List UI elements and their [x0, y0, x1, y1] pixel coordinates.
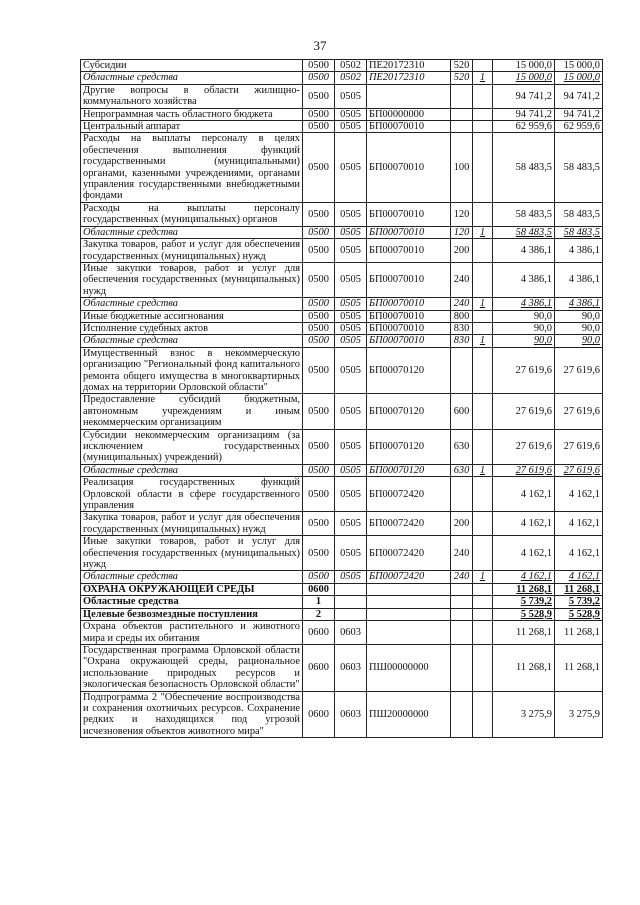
section-code-cell: 0500 — [303, 108, 335, 120]
subsection-code-cell: 0505 — [335, 239, 367, 263]
expense-type-cell: 240 — [451, 571, 473, 583]
expense-type-cell: 200 — [451, 512, 473, 536]
table-row — [81, 262, 603, 297]
target-article-cell: БП00070010 — [367, 202, 451, 226]
funding-source-cell — [473, 608, 493, 620]
target-article-cell: БП00072420 — [367, 477, 451, 512]
section-code-cell: 0500 — [303, 335, 335, 347]
subsection-code-cell: 0505 — [335, 429, 367, 464]
amount-2-cell: 90,0 — [555, 310, 603, 322]
section-code-cell: 0600 — [303, 691, 335, 738]
subsection-code-cell: 0505 — [335, 310, 367, 322]
expense-type-cell — [451, 596, 473, 608]
funding-source-cell — [473, 84, 493, 108]
row-name-cell: Центральный аппарат — [81, 121, 303, 133]
row-name-cell: Непрограммная часть областного бюджета — [81, 108, 303, 120]
row-name-cell: Иные закупки товаров, работ и услуг для обеспечения государственных (муниципальных) нужд — [81, 536, 303, 571]
budget-table — [80, 59, 603, 738]
expense-type-cell: 200 — [451, 239, 473, 263]
amount-1-cell: 27 619,6 — [493, 464, 555, 476]
row-name-cell: Закупка товаров, работ и услуг для обеспечения государственных (муниципальных) нужд — [81, 239, 303, 263]
funding-source-cell — [473, 108, 493, 120]
amount-2-cell: 4 162,1 — [555, 571, 603, 583]
section-code-cell: 0500 — [303, 60, 335, 72]
funding-source-cell — [473, 133, 493, 202]
funding-source-cell — [473, 262, 493, 297]
subsection-code-cell: 0505 — [335, 464, 367, 476]
section-code-cell: 0500 — [303, 464, 335, 476]
section-code-cell: 0500 — [303, 133, 335, 202]
target-article-cell: ПШ20000000 — [367, 691, 451, 738]
section-code-cell: 0500 — [303, 536, 335, 571]
target-article-cell: БП00070010 — [367, 121, 451, 133]
funding-source-cell: 1 — [473, 226, 493, 238]
section-code-cell: 0500 — [303, 347, 335, 394]
table-row — [81, 108, 603, 120]
row-name-cell: Областные средства — [81, 571, 303, 583]
amount-2-cell: 27 619,6 — [555, 394, 603, 429]
expense-type-cell: 240 — [451, 262, 473, 297]
funding-source-cell — [473, 536, 493, 571]
row-name-cell: Расходы на выплаты персоналу государственных (муниципальных) органов — [81, 202, 303, 226]
target-article-cell: БП00072420 — [367, 571, 451, 583]
table-row — [81, 691, 603, 738]
row-name-cell: Областные средства — [81, 226, 303, 238]
row-name-cell: Государственная программа Орловской области "Охрана окружающей среды, рациональное использование природных ресурсов и экологическая безопасность Орловской области" — [81, 644, 303, 691]
table-row — [81, 429, 603, 464]
expense-type-cell: 830 — [451, 322, 473, 334]
subsection-code-cell: 0505 — [335, 335, 367, 347]
section-code-cell: 0600 — [303, 644, 335, 691]
table-row — [81, 335, 603, 347]
subsection-code-cell: 0505 — [335, 226, 367, 238]
table-row — [81, 644, 603, 691]
amount-1-cell: 11 268,1 — [493, 644, 555, 691]
target-article-cell: БП00070010 — [367, 262, 451, 297]
section-code-cell: 1 — [303, 596, 335, 608]
amount-2-cell: 4 162,1 — [555, 512, 603, 536]
table-row — [81, 512, 603, 536]
table-row — [81, 583, 603, 595]
expense-type-cell: 830 — [451, 335, 473, 347]
target-article-cell: БП00070120 — [367, 394, 451, 429]
amount-2-cell: 11 268,1 — [555, 644, 603, 691]
section-code-cell: 0500 — [303, 394, 335, 429]
subsection-code-cell: 0505 — [335, 121, 367, 133]
table-row — [81, 536, 603, 571]
target-article-cell: БП00000000 — [367, 108, 451, 120]
row-name-cell: Имущественный взнос в некоммерческую организацию "Региональный фонд капитального ремонта общего имущества в многоквартирных домах на территории Орловской области" — [81, 347, 303, 394]
row-name-cell: Охрана объектов растительного и животного мира и среды их обитания — [81, 621, 303, 645]
row-name-cell: Областные средства — [81, 335, 303, 347]
table-row — [81, 596, 603, 608]
table-row — [81, 322, 603, 334]
target-article-cell: БП00070010 — [367, 239, 451, 263]
expense-type-cell — [451, 644, 473, 691]
amount-2-cell: 15 000,0 — [555, 60, 603, 72]
amount-2-cell: 15 000,0 — [555, 72, 603, 84]
funding-source-cell — [473, 202, 493, 226]
target-article-cell — [367, 84, 451, 108]
target-article-cell — [367, 608, 451, 620]
target-article-cell: БП00070120 — [367, 347, 451, 394]
target-article-cell: БП00070010 — [367, 298, 451, 310]
table-row — [81, 310, 603, 322]
subsection-code-cell: 0505 — [335, 202, 367, 226]
amount-1-cell: 27 619,6 — [493, 429, 555, 464]
section-code-cell: 0500 — [303, 72, 335, 84]
table-row — [81, 464, 603, 476]
section-code-cell: 0500 — [303, 239, 335, 263]
subsection-code-cell: 0505 — [335, 133, 367, 202]
table-row — [81, 60, 603, 72]
funding-source-cell — [473, 322, 493, 334]
funding-source-cell — [473, 477, 493, 512]
subsection-code-cell: 0505 — [335, 322, 367, 334]
amount-1-cell: 27 619,6 — [493, 394, 555, 429]
section-code-cell: 0500 — [303, 298, 335, 310]
row-name-cell: Закупка товаров, работ и услуг для обеспечения государственных (муниципальных) нужд — [81, 512, 303, 536]
subsection-code-cell: 0505 — [335, 108, 367, 120]
expense-type-cell — [451, 621, 473, 645]
amount-1-cell: 4 162,1 — [493, 571, 555, 583]
expense-type-cell — [451, 691, 473, 738]
section-code-cell: 0500 — [303, 262, 335, 297]
section-code-cell: 0500 — [303, 226, 335, 238]
funding-source-cell — [473, 644, 493, 691]
amount-1-cell: 90,0 — [493, 335, 555, 347]
table-row — [81, 72, 603, 84]
section-code-cell: 0500 — [303, 121, 335, 133]
target-article-cell: БП00070010 — [367, 310, 451, 322]
subsection-code-cell: 0603 — [335, 644, 367, 691]
row-name-cell: Другие вопросы в области жилищно-коммунального хозяйства — [81, 84, 303, 108]
section-code-cell: 0500 — [303, 477, 335, 512]
target-article-cell: БП00070010 — [367, 133, 451, 202]
section-code-cell: 0500 — [303, 202, 335, 226]
amount-1-cell: 5 739,2 — [493, 596, 555, 608]
funding-source-cell — [473, 121, 493, 133]
subsection-code-cell — [335, 583, 367, 595]
row-name-cell: ОХРАНА ОКРУЖАЮЩЕЙ СРЕДЫ — [81, 583, 303, 595]
amount-1-cell: 4 386,1 — [493, 262, 555, 297]
expense-type-cell — [451, 347, 473, 394]
budget-table-body — [81, 60, 603, 738]
subsection-code-cell — [335, 608, 367, 620]
target-article-cell: ПЕ20172310 — [367, 60, 451, 72]
funding-source-cell — [473, 512, 493, 536]
subsection-code-cell: 0505 — [335, 347, 367, 394]
amount-1-cell: 62 959,6 — [493, 121, 555, 133]
target-article-cell: БП00070010 — [367, 226, 451, 238]
amount-2-cell: 4 386,1 — [555, 239, 603, 263]
table-row — [81, 133, 603, 202]
amount-1-cell: 58 483,5 — [493, 226, 555, 238]
funding-source-cell — [473, 583, 493, 595]
amount-1-cell: 11 268,1 — [493, 621, 555, 645]
amount-1-cell: 11 268,1 — [493, 583, 555, 595]
table-row — [81, 239, 603, 263]
section-code-cell: 0500 — [303, 571, 335, 583]
table-row — [81, 84, 603, 108]
row-name-cell: Подпрограмма 2 "Обеспечение воспроизводства и сохранения охотничьих ресурсов. Сохранение редких и находящихся под угрозой исчезновения объектов животного мира" — [81, 691, 303, 738]
row-name-cell: Субсидии — [81, 60, 303, 72]
target-article-cell: БП00072420 — [367, 512, 451, 536]
amount-1-cell: 90,0 — [493, 322, 555, 334]
section-code-cell: 0500 — [303, 322, 335, 334]
funding-source-cell: 1 — [473, 298, 493, 310]
expense-type-cell: 120 — [451, 226, 473, 238]
funding-source-cell: 1 — [473, 335, 493, 347]
amount-1-cell: 94 741,2 — [493, 108, 555, 120]
row-name-cell: Реализация государственных функций Орловской области в сфере государственного управления — [81, 477, 303, 512]
funding-source-cell: 1 — [473, 72, 493, 84]
amount-2-cell: 5 528,9 — [555, 608, 603, 620]
funding-source-cell — [473, 429, 493, 464]
table-row — [81, 298, 603, 310]
table-row — [81, 571, 603, 583]
amount-2-cell: 11 268,1 — [555, 621, 603, 645]
table-row — [81, 226, 603, 238]
amount-2-cell: 94 741,2 — [555, 84, 603, 108]
row-name-cell: Целевые безвозмездные поступления — [81, 608, 303, 620]
subsection-code-cell: 0505 — [335, 262, 367, 297]
section-code-cell: 0500 — [303, 310, 335, 322]
amount-2-cell: 58 483,5 — [555, 133, 603, 202]
amount-1-cell: 58 483,5 — [493, 202, 555, 226]
section-code-cell: 0600 — [303, 621, 335, 645]
row-name-cell: Областные средства — [81, 464, 303, 476]
amount-2-cell: 4 386,1 — [555, 298, 603, 310]
funding-source-cell — [473, 347, 493, 394]
amount-2-cell: 90,0 — [555, 335, 603, 347]
expense-type-cell: 120 — [451, 202, 473, 226]
target-article-cell: БП00070010 — [367, 322, 451, 334]
table-row — [81, 202, 603, 226]
section-code-cell: 2 — [303, 608, 335, 620]
row-name-cell: Предоставление субсидий бюджетным, автономным учреждениям и иным некоммерческим организациям — [81, 394, 303, 429]
subsection-code-cell: 0505 — [335, 536, 367, 571]
target-article-cell: БП00070120 — [367, 464, 451, 476]
amount-2-cell: 27 619,6 — [555, 347, 603, 394]
expense-type-cell: 520 — [451, 72, 473, 84]
row-name-cell: Иные закупки товаров, работ и услуг для обеспечения государственных (муниципальных) нужд — [81, 262, 303, 297]
amount-1-cell: 4 386,1 — [493, 239, 555, 263]
expense-type-cell — [451, 84, 473, 108]
section-code-cell: 0600 — [303, 583, 335, 595]
amount-1-cell: 94 741,2 — [493, 84, 555, 108]
amount-2-cell: 58 483,5 — [555, 202, 603, 226]
row-name-cell: Иные бюджетные ассигнования — [81, 310, 303, 322]
amount-2-cell: 5 739,2 — [555, 596, 603, 608]
table-row — [81, 394, 603, 429]
funding-source-cell — [473, 596, 493, 608]
target-article-cell — [367, 583, 451, 595]
target-article-cell: БП00072420 — [367, 536, 451, 571]
amount-1-cell: 5 528,9 — [493, 608, 555, 620]
amount-1-cell: 15 000,0 — [493, 60, 555, 72]
table-row — [81, 347, 603, 394]
expense-type-cell: 630 — [451, 464, 473, 476]
amount-2-cell: 4 162,1 — [555, 536, 603, 571]
subsection-code-cell: 0505 — [335, 394, 367, 429]
funding-source-cell: 1 — [473, 464, 493, 476]
amount-1-cell: 4 386,1 — [493, 298, 555, 310]
target-article-cell: БП00070120 — [367, 429, 451, 464]
amount-1-cell: 15 000,0 — [493, 72, 555, 84]
section-code-cell: 0500 — [303, 429, 335, 464]
subsection-code-cell: 0603 — [335, 691, 367, 738]
expense-type-cell: 520 — [451, 60, 473, 72]
subsection-code-cell: 0505 — [335, 298, 367, 310]
funding-source-cell: 1 — [473, 571, 493, 583]
amount-2-cell: 62 959,6 — [555, 121, 603, 133]
subsection-code-cell: 0505 — [335, 571, 367, 583]
amount-2-cell: 90,0 — [555, 322, 603, 334]
table-row — [81, 121, 603, 133]
expense-type-cell: 630 — [451, 429, 473, 464]
target-article-cell — [367, 621, 451, 645]
expense-type-cell: 240 — [451, 536, 473, 571]
table-row — [81, 477, 603, 512]
funding-source-cell — [473, 394, 493, 429]
amount-2-cell: 4 386,1 — [555, 262, 603, 297]
expense-type-cell — [451, 477, 473, 512]
subsection-code-cell — [335, 596, 367, 608]
amount-2-cell: 3 275,9 — [555, 691, 603, 738]
page-number: 37 — [313, 38, 327, 53]
amount-1-cell: 27 619,6 — [493, 347, 555, 394]
subsection-code-cell: 0505 — [335, 477, 367, 512]
funding-source-cell — [473, 60, 493, 72]
amount-2-cell: 11 268,1 — [555, 583, 603, 595]
section-code-cell: 0500 — [303, 84, 335, 108]
expense-type-cell — [451, 121, 473, 133]
amount-2-cell: 58 483,5 — [555, 226, 603, 238]
amount-2-cell: 94 741,2 — [555, 108, 603, 120]
expense-type-cell: 600 — [451, 394, 473, 429]
amount-1-cell: 90,0 — [493, 310, 555, 322]
subsection-code-cell: 0502 — [335, 72, 367, 84]
row-name-cell: Областные средства — [81, 596, 303, 608]
target-article-cell: ПШ00000000 — [367, 644, 451, 691]
expense-type-cell: 100 — [451, 133, 473, 202]
row-name-cell: Расходы на выплаты персоналу в целях обеспечения выполнения функций государственными (муниципальными) органами, казенными учреждениями, органами управления государственными внебюджетными фондами — [81, 133, 303, 202]
amount-2-cell: 27 619,6 — [555, 429, 603, 464]
amount-2-cell: 4 162,1 — [555, 477, 603, 512]
target-article-cell: ПЕ20172310 — [367, 72, 451, 84]
target-article-cell: БП00070010 — [367, 335, 451, 347]
amount-1-cell: 4 162,1 — [493, 512, 555, 536]
amount-1-cell: 3 275,9 — [493, 691, 555, 738]
row-name-cell: Субсидии некоммерческим организациям (за исключением государственных (муниципальных) учреждений) — [81, 429, 303, 464]
subsection-code-cell: 0603 — [335, 621, 367, 645]
section-code-cell: 0500 — [303, 512, 335, 536]
table-row — [81, 608, 603, 620]
expense-type-cell — [451, 583, 473, 595]
amount-1-cell: 4 162,1 — [493, 477, 555, 512]
funding-source-cell — [473, 310, 493, 322]
row-name-cell: Областные средства — [81, 298, 303, 310]
amount-1-cell: 4 162,1 — [493, 536, 555, 571]
subsection-code-cell: 0502 — [335, 60, 367, 72]
table-row — [81, 621, 603, 645]
funding-source-cell — [473, 691, 493, 738]
subsection-code-cell: 0505 — [335, 512, 367, 536]
expense-type-cell: 240 — [451, 298, 473, 310]
funding-source-cell — [473, 239, 493, 263]
row-name-cell: Исполнение судебных актов — [81, 322, 303, 334]
funding-source-cell — [473, 621, 493, 645]
subsection-code-cell: 0505 — [335, 84, 367, 108]
row-name-cell: Областные средства — [81, 72, 303, 84]
expense-type-cell — [451, 108, 473, 120]
amount-1-cell: 58 483,5 — [493, 133, 555, 202]
target-article-cell — [367, 596, 451, 608]
expense-type-cell: 800 — [451, 310, 473, 322]
amount-2-cell: 27 619,6 — [555, 464, 603, 476]
expense-type-cell — [451, 608, 473, 620]
